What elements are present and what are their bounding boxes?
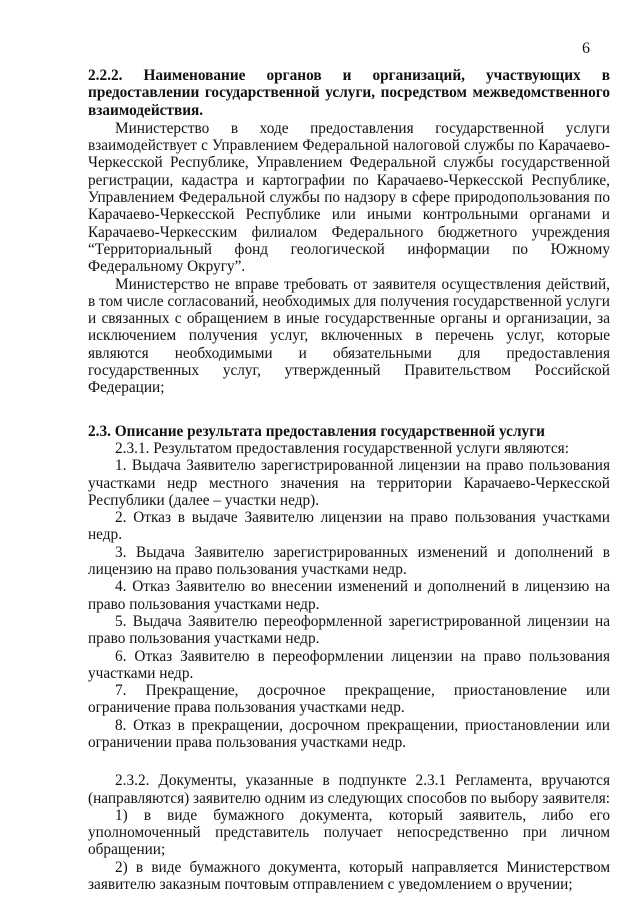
result-item-5: 5. Выдача Заявителю переоформленной зарегистрированной лицензии на право пользования участками недр.	[88, 612, 610, 648]
paragraph-ministry-interaction: Министерство в ходе предоставления государственной услуги взаимодействует с Управлением Федеральной налоговой службы по Карачаево-Черкесской Республике, Управлением Федеральной службы государственной регистрации, кадастра и картографии по Карачаево-Черкесской Республике, Управлением Федеральной службы по надзору в сфере природопользования по Карачаево-Черкесской Республике или иными контрольными органами и Карачаево-Черкесским филиалом Федерального бюджетного учреждения “Территориальный фонд геологической информации по Южному Федеральному Округу”.	[88, 119, 610, 276]
section-heading-2-3: 2.3. Описание результата предоставления государственной услуги	[88, 422, 545, 440]
paragraph-2-3-1: 2.3.1. Результатом предоставления государственной услуги являются:	[115, 439, 569, 457]
delivery-option-2: 2) в виде бумажного документа, который направляется Министерством заявителю заказным почтовым отправлением с уведомлением о вручении;	[88, 858, 610, 894]
delivery-option-1: 1) в виде бумажного документа, который заявитель, либо его уполномоченный представитель получает непосредственно при личном обращении;	[88, 806, 610, 859]
result-item-4: 4. Отказ Заявителю во внесении изменений и дополнений в лицензию на право пользования участками недр.	[88, 578, 610, 613]
paragraph-ministry-not-entitled: Министерство не вправе требовать от заявителя осуществления действий, в том числе согласований, необходимых для получения государственной услуги и связанных с обращением в иные государственные органы и организации, за исключением получения услуг, включенных в перечень услуг, которые являются необходимыми и обязательными для предоставления государственных услуг, утвержденный Правительством Российской Федерации;	[88, 275, 610, 397]
result-item-7: 7. Прекращение, досрочное прекращение, приостановление или ограничение права пользования участками недр.	[88, 682, 610, 717]
result-item-6: 6. Отказ Заявителю в переоформлении лицензии на право пользования участками недр.	[88, 647, 610, 682]
result-item-3: 3. Выдача Заявителю зарегистрированных изменений и дополнений в лицензию на право пользования участками недр.	[88, 543, 610, 579]
section-heading-2-2-2: 2.2.2. Наименование органов и организаций, участвующих в предоставлении государственной услуги, посредством межведомственного взаимодействия.	[88, 67, 610, 119]
result-item-1: 1. Выдача Заявителю зарегистрированной лицензии на право пользования участками недр местного значения на территории Карачаево-Черкесской Республики (далее – участки недр).	[88, 457, 610, 509]
document-body	[88, 67, 610, 893]
result-item-8: 8. Отказ в прекращении, досрочном прекращении, приостановлении или ограничении права пользования участками недр.	[88, 716, 610, 751]
paragraph-2-3-2: 2.3.2. Документы, указанные в подпункте 2.3.1 Регламента, вручаются (направляются) заявителю одним из следующих способов по выбору заявителя:	[88, 772, 610, 807]
page-number: 6	[582, 40, 590, 57]
result-item-2: 2. Отказ в выдаче Заявителю лицензии на право пользования участками недр.	[88, 509, 610, 544]
